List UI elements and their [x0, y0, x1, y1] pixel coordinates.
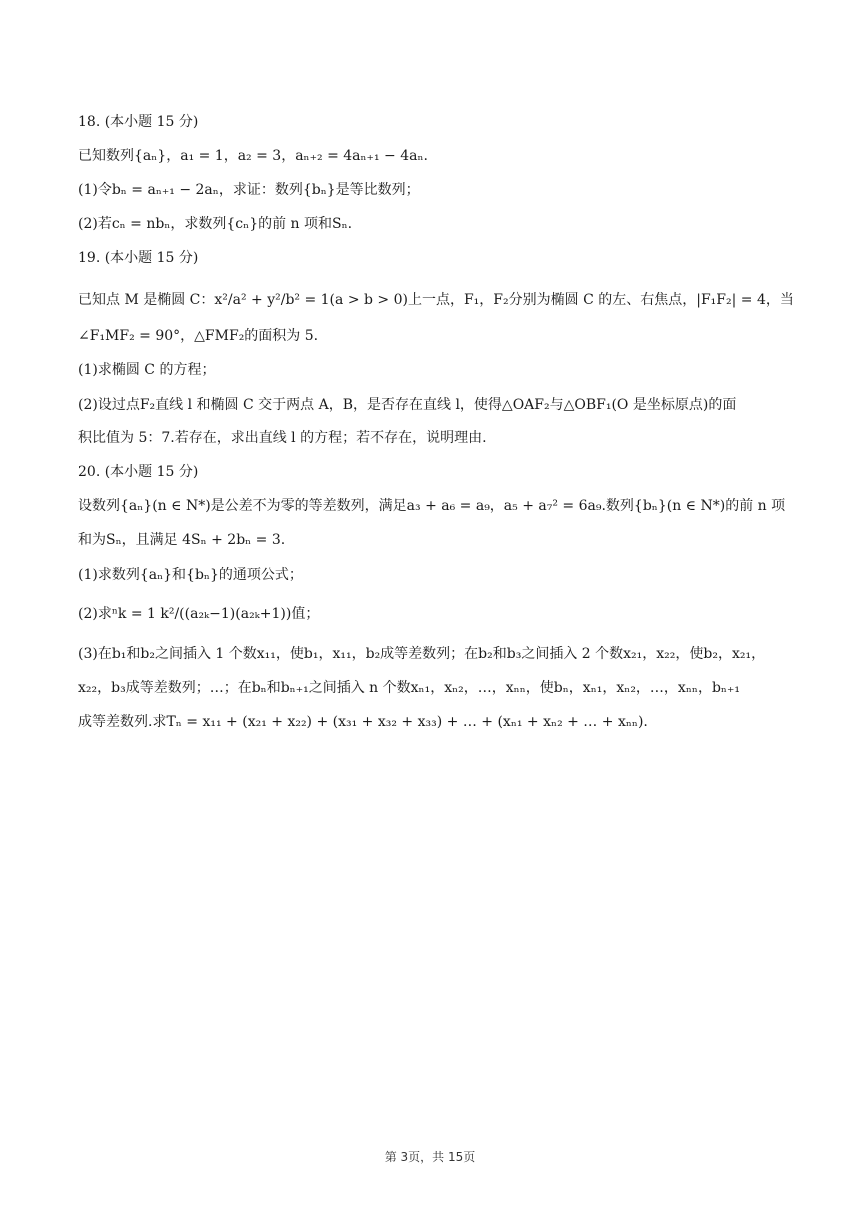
problem-19-line-3: (1)求椭圆 C 的方程；	[78, 362, 216, 378]
problem-18-line-3: (2)若cₙ = nbₙ，求数列{cₙ}的前 n 项和Sₙ.	[78, 216, 353, 232]
problem-19-line-1: 已知点 M 是椭圆 C：x²/a² + y²/b² = 1(a > b > 0)上一点，F₁，F₂分别为椭圆 C 的左、右焦点，|F₁F₂| = 4，当	[78, 292, 794, 308]
problem-18-line-2: (1)令bₙ = aₙ₊₁ − 2aₙ，求证：数列{bₙ}是等比数列；	[78, 182, 420, 198]
page-footer: 第 3页，共 15页	[384, 1150, 476, 1164]
problem-20-line-4: (2)求ⁿk = 1 k²/((a₂ₖ−1)(a₂ₖ+1))值；	[78, 606, 320, 622]
problem-20-line-2: 和为Sₙ，且满足 4Sₙ + 2bₙ = 3.	[78, 532, 286, 548]
problem-20-header: 20. (本小题 15 分)	[78, 464, 199, 480]
problem-19-line-4: (2)设过点F₂直线 l 和椭圆 C 交于两点 A，B，是否存在直线 l，使得△OAF₂与△OBF₁(O 是坐标原点)的面	[78, 397, 737, 413]
problem-19-header: 19. (本小题 15 分)	[78, 250, 199, 266]
problem-20-line-6: x₂₂，b₃成等差数列；…；在bₙ和bₙ₊₁之间插入 n 个数xₙ₁，xₙ₂，…，xₙₙ，使bₙ，xₙ₁，xₙ₂，…，xₙₙ，bₙ₊₁	[78, 680, 740, 696]
problem-19-line-5: 积比值为 5：7.若存在，求出直线 l 的方程；若不存在，说明理由.	[78, 430, 487, 446]
problem-20-line-3: (1)求数列{aₙ}和{bₙ}的通项公式；	[78, 567, 303, 583]
problem-18-line-1: 已知数列{aₙ}，a₁ = 1，a₂ = 3，aₙ₊₂ = 4aₙ₊₁ − 4aₙ.	[78, 148, 428, 164]
problem-18-header: 18. (本小题 15 分)	[78, 114, 199, 130]
problem-20-line-1: 设数列{aₙ}(n ∈ N*)是公差不为零的等差数列，满足a₃ + a₆ = a₉，a₅ + a₇² = 6a₉.数列{bₙ}(n ∈ N*)的前 n 项	[78, 498, 786, 514]
problem-20-line-5: (3)在b₁和b₂之间插入 1 个数x₁₁，使b₁，x₁₁，b₂成等差数列；在b₂和b₃之间插入 2 个数x₂₁，x₂₂，使b₂，x₂₁，	[78, 646, 766, 662]
problem-20-line-7: 成等差数列.求Tₙ = x₁₁ + (x₂₁ + x₂₂) + (x₃₁ + x₃₂ + x₃₃) + … + (xₙ₁ + xₙ₂ + … + xₙₙ).	[78, 714, 648, 730]
problem-19-line-2: ∠F₁MF₂ = 90°，△FMF₂的面积为 5.	[78, 328, 319, 344]
